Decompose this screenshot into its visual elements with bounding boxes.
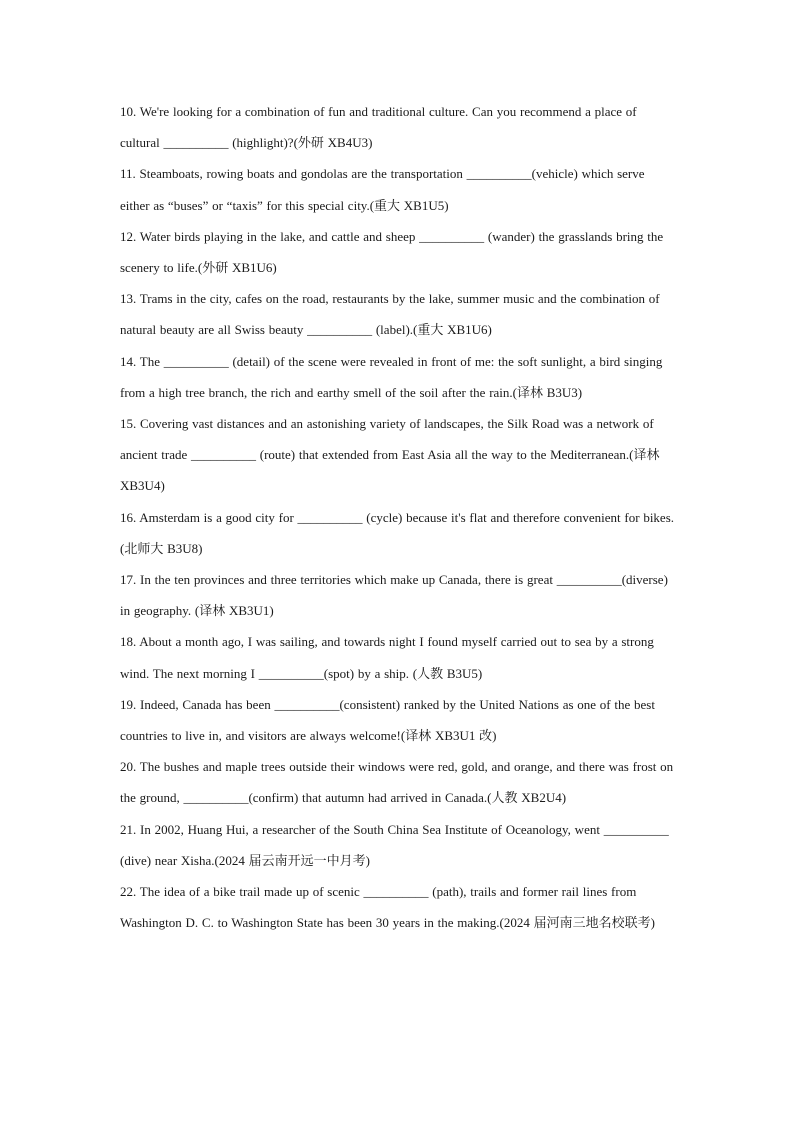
question-17: 17. In the ten provinces and three territories which make up Canada, there is great __________(diverse) in geography. (译林 XB3U1) — [120, 572, 668, 619]
question-18: 18. About a month ago, I was sailing, and towards night I found myself carried out to sea by a strong wind. The next morning I __________(spot) by a ship. (人教 B3U5) — [120, 634, 654, 681]
question-13: 13. Trams in the city, cafes on the road, restaurants by the lake, summer music and the combination of natural beauty are all Swiss beauty __________ (label).(重大 XB1U6) — [120, 291, 660, 338]
question-19: 19. Indeed, Canada has been __________(consistent) ranked by the United Nations as one of the best countries to live in, and visitors are always welcome!(译林 XB3U1 改) — [120, 696, 655, 744]
question-16: 16. Amsterdam is a good city for __________ (cycle) because it's flat and therefore convenient for bikes.(北师大 B3U8) — [120, 509, 675, 556]
question-11: 11. Steamboats, rowing boats and gondolas are the transportation __________(vehicle) which serve either as “buses” or “taxis” for this special city.(重大 XB1U5) — [120, 166, 645, 213]
question-20: 20. The bushes and maple trees outside their windows were red, gold, and orange, and there was frost on the ground, __________(confirm) that autumn had arrived in Canada.(人教 XB2U4) — [120, 759, 674, 806]
question-15: 15. Covering vast distances and an astonishing variety of landscapes, the Silk Road was a network of ancient trade __________ (route) that extended from East Asia all the way to the Mediterranean.(译林 XB3U4) — [120, 416, 660, 494]
question-10: 10. We're looking for a combination of fun and traditional culture. Can you recommend a place of cultural __________ (highlight)?(外研 XB4U3) — [120, 104, 637, 151]
question-14: 14. The __________ (detail) of the scene were revealed in front of me: the soft sunlight, a bird singing from a high tree branch, the rich and earthy smell of the soil after the rain.(译林 B3U3) — [120, 353, 663, 400]
question-list — [120, 96, 676, 938]
question-22: 22. The idea of a bike trail made up of scenic __________ (path), trails and former rail lines from Washington D. C. to Washington State has been 30 years in the making.(2024 届河南三地名校联考) — [120, 884, 655, 931]
question-21: 21. In 2002, Huang Hui, a researcher of the South China Sea Institute of Oceanology, went __________ (dive) near Xisha.(2024 届云南开远一中月考) — [120, 821, 669, 868]
question-12: 12. Water birds playing in the lake, and cattle and sheep __________ (wander) the grasslands bring the scenery to life.(外研 XB1U6) — [120, 228, 664, 276]
